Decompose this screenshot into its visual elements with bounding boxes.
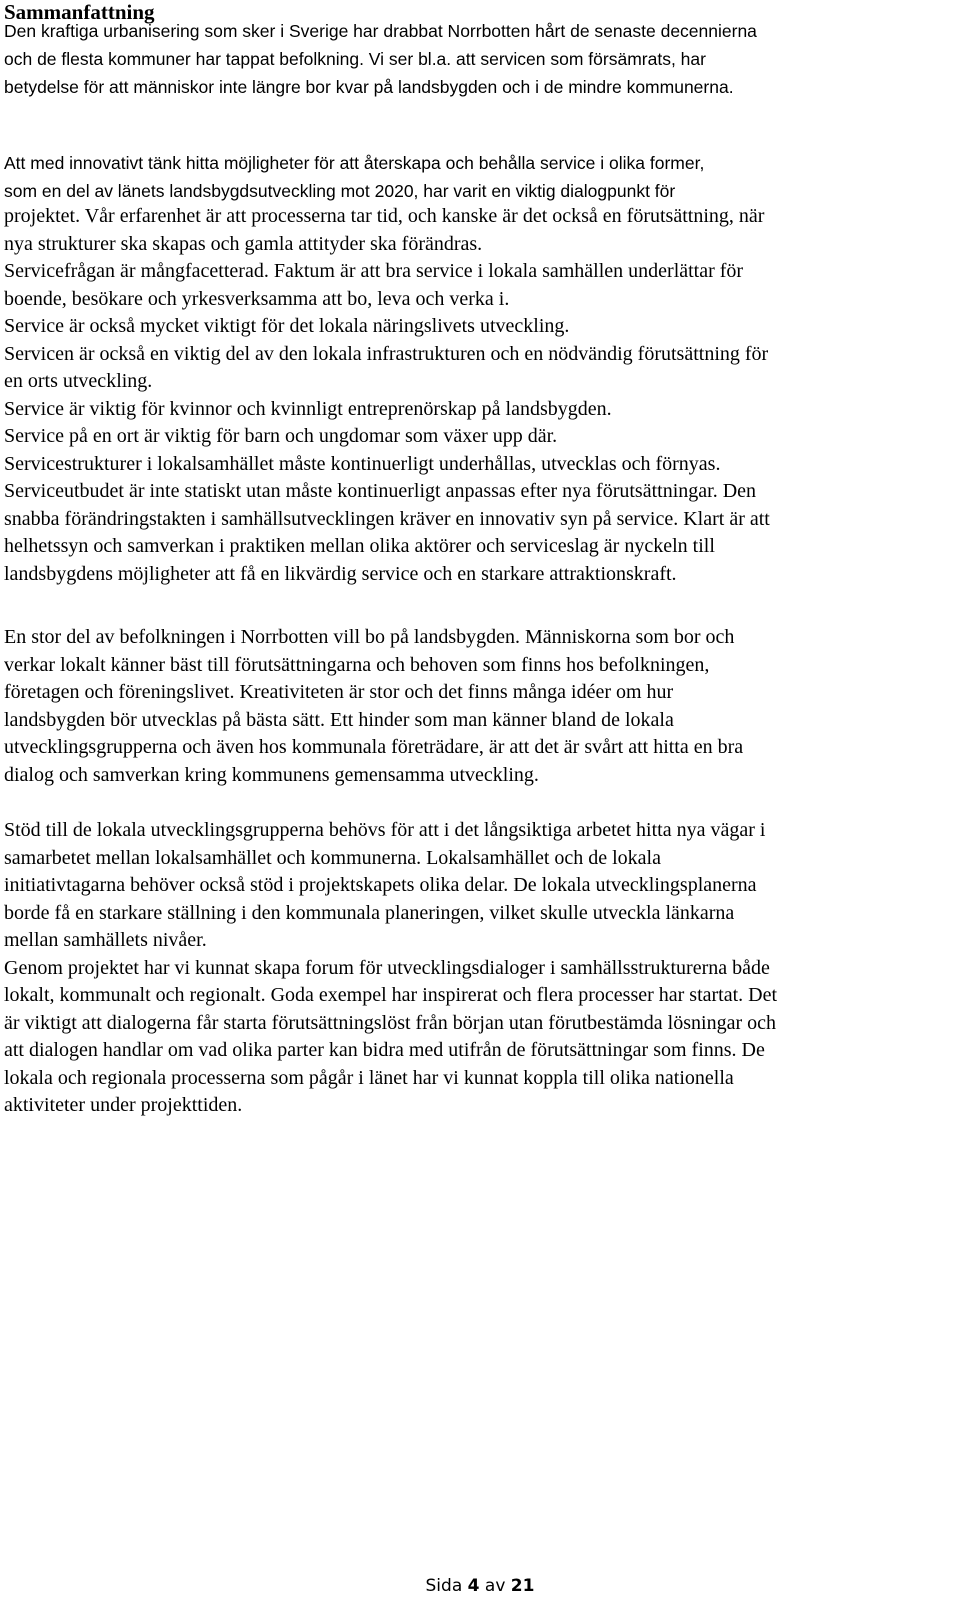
text-line: En stor del av befolkningen i Norrbotten vill bo på landsbygden. Människorna som bor och <box>4 626 735 648</box>
text-line: helhetssyn och samverkan i praktiken mellan olika aktörer och serviceslag är nyckeln till <box>4 535 715 557</box>
text-line: betydelse för att människor inte längre bor kvar på landsbygden och i de mindre kommunerna. <box>4 77 734 97</box>
text-line: lokala och regionala processerna som pågår i länet har vi kunnat koppla till olika nationella <box>4 1066 734 1089</box>
total-page-count: 21 <box>510 1576 535 1596</box>
text-line: är viktigt att dialogerna får starta förutsättningslöst från början utan förutbestämda lösningar och <box>4 1011 776 1034</box>
text-line: Serviceutbudet är inte statiskt utan måste kontinuerligt anpassas efter nya förutsättningar. Den <box>4 480 757 502</box>
current-page-number: 4 <box>467 1576 480 1596</box>
text-line: och de flesta kommuner har tappat befolkning. Vi ser bl.a. att servicen som försämrats, har <box>4 49 706 69</box>
text-line: Den kraftiga urbanisering som sker i Sverige har drabbat Norrbotten hårt de senaste decennierna <box>4 21 757 41</box>
text-line: boende, besökare och yrkesverksamma att bo, leva och verka i. <box>4 287 510 310</box>
text-line: Genom projektet har vi kunnat skapa forum för utvecklingsdialoger i samhällsstrukturerna både <box>4 956 770 979</box>
text-line: Service är också mycket viktigt för det lokala näringslivets utveckling. <box>4 315 570 337</box>
support-paragraph <box>4 817 777 1120</box>
text-line: snabba förändringstakten i samhällsutvecklingen kräver en innovativ syn på service. Klart är att <box>4 507 770 530</box>
page-label: Sida <box>425 1576 463 1596</box>
text-line: som en del av länets landsbygdsutveckling mot 2020, har varit en viktig dialogpunkt för <box>4 181 676 201</box>
text-line: att dialogen handlar om vad olika parter kan bidra med utifrån de förutsättningar som finns. De <box>4 1039 765 1061</box>
page-number-footer <box>0 1575 960 1597</box>
text-line: Servicen är också en viktig del av den lokala infrastrukturen och en nödvändig förutsättning för <box>4 342 769 365</box>
text-line: en orts utveckling. <box>4 370 153 392</box>
text-line: mellan samhällets nivåer. <box>4 929 207 951</box>
text-line: landsbygden bör utvecklas på bästa sätt. Ett hinder som man känner bland de lokala <box>4 708 674 731</box>
text-line: verkar lokalt känner bäst till förutsättningarna och behoven som finns hos befolkningen, <box>4 653 710 676</box>
text-line: Servicefrågan är mångfacetterad. Faktum är att bra service i lokala samhällen underlättar för <box>4 260 744 282</box>
service-paragraph-sans <box>4 149 704 205</box>
text-line: Servicestrukturer i lokalsamhället måste kontinuerligt underhållas, utvecklas och förnyas. <box>4 452 721 475</box>
text-line: nya strukturer ska skapas och gamla attityder ska förändras. <box>4 232 483 255</box>
text-line: Service på en ort är viktig för barn och ungdomar som växer upp där. <box>4 425 558 447</box>
text-line: samarbetet mellan lokalsamhället och kommunerna. Lokalsamhället och de lokala <box>4 846 661 869</box>
text-line: projektet. Vår erfarenhet är att processerna tar tid, och kanske är det också en förutsättning, när <box>4 205 765 227</box>
page-of-label: av <box>484 1576 506 1596</box>
text-line: landsbygdens möjligheter att få en likvärdig service och en starkare attraktionskraft. <box>4 562 677 585</box>
text-line: Service är viktig för kvinnor och kvinnligt entreprenörskap på landsbygden. <box>4 397 612 420</box>
text-line: Stöd till de lokala utvecklingsgrupperna behövs för att i det långsiktiga arbetet hitta nya vägar i <box>4 819 766 841</box>
text-line: företagen och föreningslivet. Kreativiteten är stor och det finns många idéer om hur <box>4 681 674 703</box>
text-line: dialog och samverkan kring kommunens gemensamma utveckling. <box>4 763 539 786</box>
text-line: aktiviteter under projekttiden. <box>4 1094 243 1116</box>
service-paragraph-serif <box>4 203 770 588</box>
section-heading: Sammanfattning <box>4 0 155 24</box>
text-line: utvecklingsgrupperna och även hos kommunala företrädare, är att det är svårt att hitta en bra <box>4 736 744 758</box>
text-line: lokalt, kommunalt och regionalt. Goda exempel har inspirerat och flera processer har startat. Det <box>4 984 778 1006</box>
text-line: borde få en starkare ställning i den kommunala planeringen, vilket skulle utveckla länkarna <box>4 901 735 924</box>
population-paragraph <box>4 624 743 789</box>
intro-paragraph <box>4 17 757 101</box>
text-line: initiativtagarna behöver också stöd i projektskapets olika delar. De lokala utvecklingsplanerna <box>4 874 757 896</box>
text-line: Att med innovativt tänk hitta möjligheter för att återskapa och behålla service i olika former, <box>4 153 705 173</box>
